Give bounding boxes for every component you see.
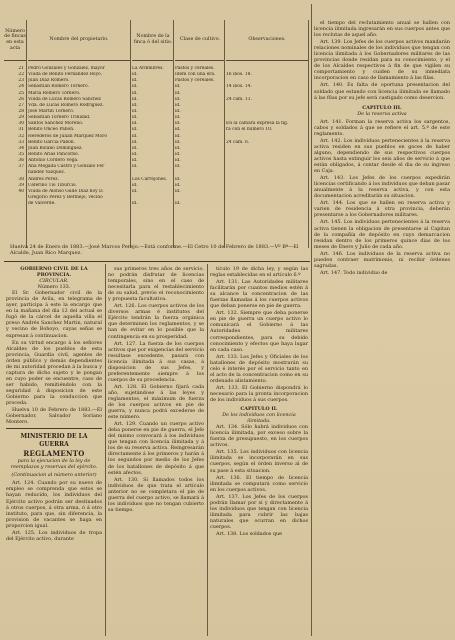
owner-name: Sebastian Romero Tornero. <box>28 84 89 90</box>
row-number: 32 <box>18 133 24 139</box>
paragraph: Art. 142. Los individuos pertenecientes á la reserva activa residen en sus pueblos en goces de haber alguno, dependiendo de sus respectivos cuerpos activos hasta extinguir los seis años de servicio á que están obligados, á contar desde el dia de su ingreso en Caja. <box>314 137 450 175</box>
paragraph: Art. 125. Los individuos de tropa del Ejército activo, durante <box>6 529 102 542</box>
row-number: 26 <box>18 96 24 102</box>
column-1 <box>6 266 102 543</box>
right-column <box>314 20 450 277</box>
crop-type: Pastos y cereales. <box>175 78 215 84</box>
row-number: 25 <box>18 90 24 96</box>
finca-name: id. <box>132 201 138 207</box>
paragraph: sus primeros tres años de servicio, no podrán disfrutar de licencias temporales, sino en el caso de necesitarla para el restablecimiento de su salud, previo el reconocimiento y propuesta facultativa. <box>108 266 204 303</box>
finca-name: id. <box>132 158 138 164</box>
col-header-number: Número de fincas en esta acta <box>4 20 26 61</box>
paragraph: En su virtud encargo á los señores Alcaldes de los pueblos de esta provincia, Guardia civil, agentes de órden público y demás dependientes de mi autoridad procedan á la busca y captura de dicho sujeto y le pongan en cuyo poder se encuentre, caso de ser habido, remitiéndolo con la seguridad á disposicion de este Gobierno para la conduccion que proceda. <box>6 339 102 407</box>
paragraph: Art. 133. El Gobierno dispondrá lo necesario para la pronta incorporacion de los individuos á sus cuerpos. <box>210 384 308 403</box>
row-number: 29 <box>18 115 24 121</box>
row-number: 36 <box>18 158 24 164</box>
chapter-heading: CAPITULO III. <box>362 104 402 111</box>
owner-name: Antonio Cordero Vega. <box>28 158 79 164</box>
paragraph: Art. 135. Los individuos con licencia ilimitada se incorporarán en sus cuerpos, según el órden inverso al de su pase á esta situacion. <box>210 449 308 474</box>
owner-name: Ceferino Tío Tiburcio. <box>28 182 77 188</box>
owner-name: Andrés Perez. <box>28 176 59 182</box>
row-number: 24 <box>18 84 24 90</box>
finca-name: id. <box>132 139 138 145</box>
owner-name: Maria Romero Tornero. <box>28 90 81 96</box>
row-number: 38 <box>18 176 24 182</box>
crop-type: id. <box>175 139 181 145</box>
paragraph: Art. 131. Las Autoridades militares facilitarán por cuantos medios estén á su alcance la concentracion de las fuerzas llamadas á los cuerpos activos que deban ponerse en pie de guerra. <box>210 279 308 310</box>
finca-name: id. <box>132 145 138 151</box>
col-header-owner: Nombre del propietario. <box>28 20 130 61</box>
circular-number: Número 133. <box>37 284 71 291</box>
paragraph: Art. 143. Los Jefes de los cuerpos expedirán licencias certificando á los individuos que deban pasar anualmente á la reserva activa, y con esta documentacion acreditarán su situacion. <box>314 175 450 200</box>
signature-line: Huelva 24 de Enero de 1883.—José Marcos Perejo.—Está conforme.—El Cetro 10 de Febrero de 1883.—Vº Bº—El Alcalde, Juan Rico Marquez. <box>10 244 299 257</box>
row-number: 39 <box>18 182 24 188</box>
paragraph: tículo 19 de dicha ley, y según las reglas establecidas en el artículo 6.º <box>210 266 308 279</box>
row-number: 35 <box>18 151 24 157</box>
row-number: 31 <box>18 127 24 133</box>
finca-name: id. <box>132 72 138 78</box>
finca-name: id. <box>132 164 138 170</box>
finca-name: id. <box>132 133 138 139</box>
owner-name: Gregorio Perez y Bermejo, vecino <box>28 194 103 200</box>
row-number: 34 <box>18 145 24 151</box>
row-number: 27 <box>18 102 24 108</box>
owner-name: Herederos de Julian Marquez Moro <box>28 133 108 139</box>
owner-name: José Martin Tornero. <box>28 108 75 114</box>
crop-type: id. <box>175 108 181 114</box>
table-row <box>4 201 308 207</box>
paragraph: Art. 138. Los soldados que <box>216 530 283 537</box>
crop-type: id. <box>175 176 181 182</box>
owner-name: Benito Arias Pancorbo. <box>28 151 79 157</box>
paragraph: Art. 127. La fuerza de los cuerpos activos que por exigencias del servicio resultase excedente, pasará con licencia ilimitada á sus casas, á disposicion de sus Jefes, y preferentemente siempre á los cuerpos de su procedencia. <box>108 340 204 383</box>
owner-name: Ana Megada Castro y Gonzalo Fer <box>28 164 105 170</box>
row-number: 33 <box>18 139 24 145</box>
finca-name: id. <box>132 151 138 157</box>
crop-type: Pastos y cereales. <box>175 66 215 71</box>
owner-name: Benito Garcia Pabon. <box>28 139 76 145</box>
paragraph: Art. 140. Es falta de oportuna presentacion del soldado que estando con licencia ilimitada se llamado á las filas por su jefe será castigado como desercion. <box>314 82 450 101</box>
crop-type: id. <box>175 121 181 127</box>
row-number: 23 <box>18 78 24 84</box>
col-header-crop: Clase de cultivo. <box>175 20 225 61</box>
paragraph: Art. 137. Los Jefes de los cuerpos podrán llamar por si y directamente á los individuos que tengan con licencia ilimitada para cubrir las bajas naturales que ocurran en dichos cuerpos. <box>210 493 308 530</box>
reglamento-title: REGLAMENTO <box>23 449 85 459</box>
observation: 14 ibos. 14. <box>226 84 252 90</box>
chapter-subheading: De la reserva activa <box>357 110 407 117</box>
crop-type: id. <box>175 115 181 121</box>
chapter-ii-heading: CAPITULO II. <box>240 406 278 413</box>
continuation-note: (Continuacion al número anterior) <box>11 472 97 479</box>
row-number: 30 <box>18 121 24 127</box>
crop-type: id. <box>175 188 181 194</box>
finca-name: Los Carrejones. <box>132 176 168 182</box>
paragraph: Art. 145. Los individuos pertenecientes á la reserva activa tienen la obligacion de presentarse al Capitan de la compañía de depósito en cuyo demarcacion residan dentro de los primeros quince dias de los meses de Enero y Julio de cada año. <box>314 219 450 250</box>
paragraph: Art. 130. Si llamados todos los individuos de que trata el artículo anterior no se completara el pie de guerra del cuerpo activo, se llamará á los individuos que no tengan cubierto su tiempo. <box>108 476 204 513</box>
paragraph: el tiempo del reclutamiento anual se hallen con licencia ilimitada ingresarán en sus cuerpos antes que los reclutas de aquel año. <box>314 20 450 39</box>
row-number: 21 <box>18 66 24 71</box>
crop-type: id. <box>175 90 181 96</box>
owner-name: Vda. de Lucas Romero Rodriguez. <box>28 102 104 108</box>
paragraph: Art. 146. Los individuos de la reserva activa no pueden contraer matrimonio, ni recibir órdenes sagradas. <box>314 250 450 269</box>
paragraph: Art. 126. Los cuerpos activos de los diversos armas é institutos del Ejército tendrán la fuerza orgánica que determinen los reglamentos, y se han de evitar en lo posible que la contingencia en su prosperidad. <box>108 303 204 340</box>
finca-name: id. <box>132 96 138 102</box>
finca-name: id. <box>132 108 138 114</box>
column-3 <box>210 266 308 538</box>
crop-type: id. <box>175 133 181 139</box>
observation: 24 cám. 11. <box>226 96 252 102</box>
property-table <box>4 20 308 248</box>
reglamento-subtitle: para la ejecucion de la ley de reemplazos y reservas del ejército. <box>10 458 98 471</box>
paragraph: Art. 139. Los Jefes de los cuerpos activos mandarán relaciones nominales de los individuos que tengan con licencia ilimitada á los Gobernadores militares de las provincias donde residan para su conocimiento, y el de los Alcaldes respectivos á fin de que vigilen su comportamiento y cuiden de su inmediata incorporacion en caso de llamamiento á las filas. <box>314 39 450 82</box>
paragraph: Art. 124. Cuando por su nuevo de empleo se comprenda que estos se hayan reducido, los individuos del Ejército activo podrán ser destinados á otros cuerpos, á otra arma, ó á otro instituto, para que, sin diferencia, la provision de vacantes se haga en proporcion igual. <box>6 480 102 529</box>
observation: ra con el número 10. <box>226 127 273 133</box>
crop-type: id. <box>175 182 181 188</box>
owner-name: Sebastian Tornero Trinidad. <box>28 115 91 121</box>
owner-name: Pedro Gonzales y Gonzalez, mayor <box>28 66 105 71</box>
gobierno-heading: GOBIERNO CIVIL DE LA PROVINCIA. <box>20 266 88 279</box>
row-number: 40 <box>18 188 24 194</box>
row-number: 28 <box>18 108 24 114</box>
paragraph: El Sr. Gobernador civil de la provincia de Avila, en telegrama de ayer, participa á este la encargo que en la mañana del dia 12 del actual se fugó de la cárcel de aquella villa el preso Andrés Sanchez Martin, natural y vecino de Bohoyo, cuyas señas se expresan á continuacion. <box>6 290 102 339</box>
paragraph: Art. 129. Cuando un cuerpo activo deba ponerse en pie de guerra, el Jefe del mismo convocará á los individuos que tengan con licencia ilimitada y á los de su reserva activa. Reingresarán directamente á los primeros y harán á los segundos por medio de los Jefes de los batallones de depósito á que estén afectos. <box>108 421 204 476</box>
row-number: 22 <box>18 72 24 78</box>
paragraph: Art. 136. El tiempo de licencia ilimitada se computará como servicio en los cuerpos activos. <box>210 474 308 493</box>
finca-name: id. <box>132 115 138 121</box>
owner-name: de Valverde. <box>28 201 56 207</box>
finca-name: id. <box>132 127 138 133</box>
paragraph: Art. 141. Forman la reserva activa los sargentos, cabos y soldados á que se refiere el art. 5.º de este reglamento. <box>314 118 450 137</box>
finca-name: La Ardimbres. <box>132 66 164 71</box>
crop-type: id. <box>175 158 181 164</box>
owner-name: nandez Vazquez. <box>28 170 66 176</box>
observation: 24 cám. 6. <box>226 139 250 145</box>
owner-name: Juan Bolaño Dominguez. <box>28 145 83 151</box>
paragraph: Art. 144. Los que se hallen en reserva activa y varien de residencia á otra provincia, deberán presentarse a los Gobernadores militares. <box>314 200 450 219</box>
owner-name: Juan Diaz Romero. <box>28 78 70 84</box>
crop-type: Idem con una era. <box>175 72 216 78</box>
owner-name: Benito Onceo Pabon. <box>28 127 75 133</box>
owner-name: Viuda de Benito Fernandez Boyo. <box>28 72 103 78</box>
paragraph: Huelva 10 de Febrero de 1883.—El Gobernador, Salvador Soriano Montero. <box>6 407 102 426</box>
observation: 16 ibos. 18. <box>226 72 252 78</box>
paragraph: Art. 133. Los Jefes y Oficiales de los batallones de depósito mostrarán su celo é interés por el servicio tanto en el acto de la concentracion como en su ordenado alistamiento. <box>210 353 308 384</box>
crop-type: id. <box>175 164 181 170</box>
observation: En la cámara expresa la fig. <box>226 121 289 127</box>
row-number: 37 <box>18 164 24 170</box>
finca-name: id. <box>132 84 138 90</box>
crop-type: id. <box>175 102 181 108</box>
col-header-finca: Nombre de la finca ó del sitio. <box>132 20 174 61</box>
paragraph: Art. 132. Siempre que deba ponerse en pie de guerra un cuerpo activo lo comunicará el Gobierno á las Autoridades militares correspondientes, para su debido conocimiento y efectos que haya lugar en cada caso. <box>210 310 308 353</box>
crop-type: id. <box>175 84 181 90</box>
crop-type: id. <box>175 151 181 157</box>
ministerio-heading: MINISTERIO DE LA GUERRA <box>20 433 88 449</box>
paragraph: Art. 128. El Gobierno fijará cada año, sujetándose á las leyes y reglamentos, el máximum de fuerza de los cuerpos activos en pie de guerra, y nunca podrá excederse de este número. <box>108 383 204 421</box>
owner-name: Viuda de Alonso Gude Diaz hoy D. <box>28 188 104 194</box>
finca-name: id. <box>132 78 138 84</box>
paragraph: Art. 147. Todo individuo de <box>320 269 388 276</box>
crop-type: id. <box>175 145 181 151</box>
crop-type: id. <box>175 96 181 102</box>
chapter-ii-subheading: De los individuos con licencia ilimitada. <box>222 412 296 425</box>
crop-type: id. <box>175 201 181 207</box>
owner-name: Viuda de Lucas Romero Sanchez <box>28 96 101 102</box>
column-2 <box>108 266 204 514</box>
finca-name: id. <box>132 90 138 96</box>
col-header-observations: Observaciones. <box>226 20 308 61</box>
finca-name: id. <box>132 121 138 127</box>
owner-name: Santos Sanchez Moreno. <box>28 121 84 127</box>
finca-name: id. <box>132 182 138 188</box>
paragraph: Art. 134. Sólo habrá individuos con licencia ilimitada, por exceso sobre la fuerza de presupuesto, en los cuerpos activos. <box>210 424 308 449</box>
circular-label: CIRCULAR. <box>39 278 69 285</box>
crop-type: id. <box>175 127 181 133</box>
finca-name: id. <box>132 102 138 108</box>
finca-name: id. <box>132 188 138 194</box>
